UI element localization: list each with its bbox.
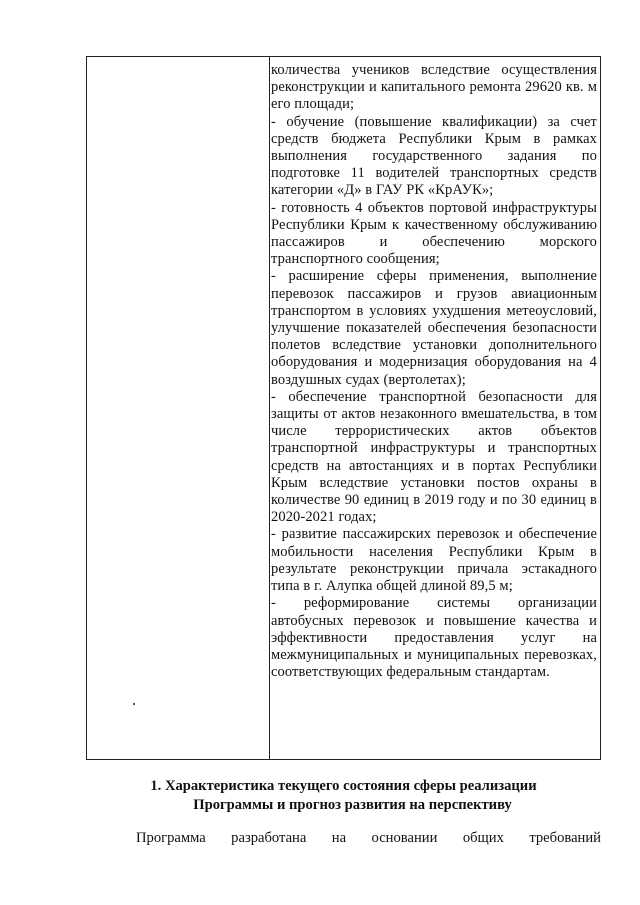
section-heading: [86, 777, 601, 815]
result-paragraph-7: - реформирование системы организации автобусных перевозок и повышение качества и эффективности предоставления услуг на межмуниципальных и муниципальных перевозках, соответствующих федеральным стандартам.: [271, 595, 597, 681]
section-body-text: Программа разработана на основании общих требований: [136, 830, 601, 846]
result-paragraph-1: количества учеников вследствие осуществления реконструкции и капитального ремонта 29620 кв. м его площади;: [271, 62, 597, 113]
result-paragraph-5: - обеспечение транспортной безопасности для защиты от актов незаконного вмешательства, в том числе террористических актов объектов транспортной инфраструктуры и транспортных средств на автостанциях и в портах Республики Крым вследствие установки постов охраны в количестве 90 единиц в 2019 году и по 30 единиц в 2020-2021 годах;: [271, 388, 597, 526]
result-paragraph-6: - развитие пассажирских перевозок и обеспечение мобильности населения Республики Крым в результате реконструкции причала эстакадного типа в г. Алупка общей длиной 89,5 м;: [271, 526, 597, 595]
result-paragraph-2: - обучение (повышение квалификации) за счет средств бюджета Республики Крым в рамках выполнения государственного задания по подготовке 11 водителей транспортных средств категории «Д» в ГАУ РК «КрАУК»;: [271, 113, 597, 199]
section-heading-line-2: Программы и прогноз развития на перспективу: [193, 797, 512, 813]
result-paragraph-4: - расширение сферы применения, выполнение перевозок пассажиров и грузов авиационным транспортом в условиях ухудшения метеоусловий, улучшение показателей обеспечения безопасности полетов вследствие установки дополнительного оборудования и модернизация оборудования на 4 воздушных судах (вертолетах);: [271, 268, 597, 388]
table-right-cell: [271, 62, 597, 681]
goals-table: [86, 56, 601, 760]
table-left-cell: [87, 57, 270, 759]
result-paragraph-3: - готовность 4 объектов портовой инфраструктуры Республики Крым к качественному обслуживанию пассажиров и обеспечению морского транспортного сообщения;: [271, 199, 597, 268]
section-heading-line-1: 1. Характеристика текущего состояния сферы реализации: [150, 778, 537, 794]
left-cell-marker: [133, 703, 135, 705]
